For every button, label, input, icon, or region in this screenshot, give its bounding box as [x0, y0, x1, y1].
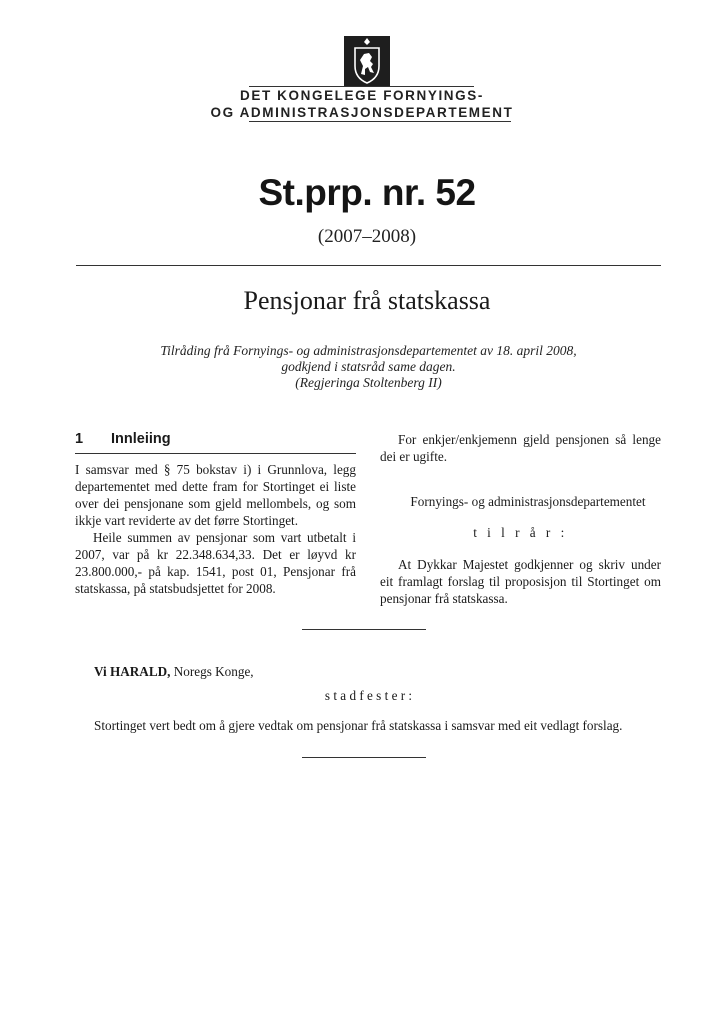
right-column-recommendation — [380, 556, 661, 607]
document-subtitle: Pensjonar frå statskassa — [243, 286, 491, 315]
tilrading-line3: (Regjeringa Stoltenberg II) — [295, 375, 442, 390]
session-years: (2007–2008) — [317, 226, 417, 247]
vi-harald: Vi HARALD, — [94, 664, 171, 679]
ministry-name: Fornyings- og administrasjonsdepartementet — [410, 494, 646, 509]
department-name-line1: DET KONGELEGE FORNYINGS- — [240, 88, 484, 103]
noregs-konge: Noregs Konge, — [173, 664, 254, 679]
section-rule — [75, 453, 356, 454]
coat-of-arms-icon — [344, 36, 390, 86]
tilrading-line2: godkjend i statsråd same dagen. — [281, 359, 456, 374]
left-column — [75, 461, 356, 597]
right-column-intro — [380, 431, 661, 465]
royal-opening — [94, 664, 254, 680]
section1-paragraph2: Heile summen av pensjonar som vart utbetalt i 2007, var på kr 22.348.634,33. Det er løyvd kr 23.800.000,- på kap. 1541, post 01, Pensjonar frå statskassa, på statsbudsjettet for 2008. — [75, 530, 356, 596]
stadfester-label: s t a d f e s t e r : — [324, 688, 413, 703]
royal-statement: Stortinget vert bedt om å gjere vedtak om pensjonar frå statskassa i samsvar med eit vedlagt forslag. — [94, 718, 623, 733]
title-divider — [76, 265, 661, 266]
divider-2 — [302, 757, 426, 758]
section-number: 1 — [75, 431, 84, 447]
header-rule-bottom — [249, 121, 511, 122]
section-title: Innleiing — [111, 431, 171, 447]
tilrading-line1: Tilråding frå Fornyings- og administrasjonsdepartementet av 18. april 2008, — [160, 343, 577, 358]
tilrar-label: t i l r å r : — [473, 525, 568, 540]
right-paragraph2: At Dykkar Majestet godkjenner og skriv under eit framlagt forslag til proposisjon til Stortinget om pensjonar frå statskassa. — [380, 557, 661, 606]
document-title: St.prp. nr. 52 — [258, 172, 476, 213]
divider-1 — [302, 629, 426, 630]
section1-paragraph1: I samsvar med § 75 bokstav i) i Grunnlova, legg departementet med dette fram for Stortinget ei liste over dei pensjonane som gjeld mellombels, og som ikkje vart reviderte av det førre Stortinget. — [75, 462, 356, 528]
department-name-line2: OG ADMINISTRASJONSDEPARTEMENT — [210, 105, 514, 120]
header-rule-top — [249, 86, 474, 87]
right-paragraph1: For enkjer/enkjemenn gjeld pensjonen så lenge dei er ugifte. — [380, 432, 661, 464]
